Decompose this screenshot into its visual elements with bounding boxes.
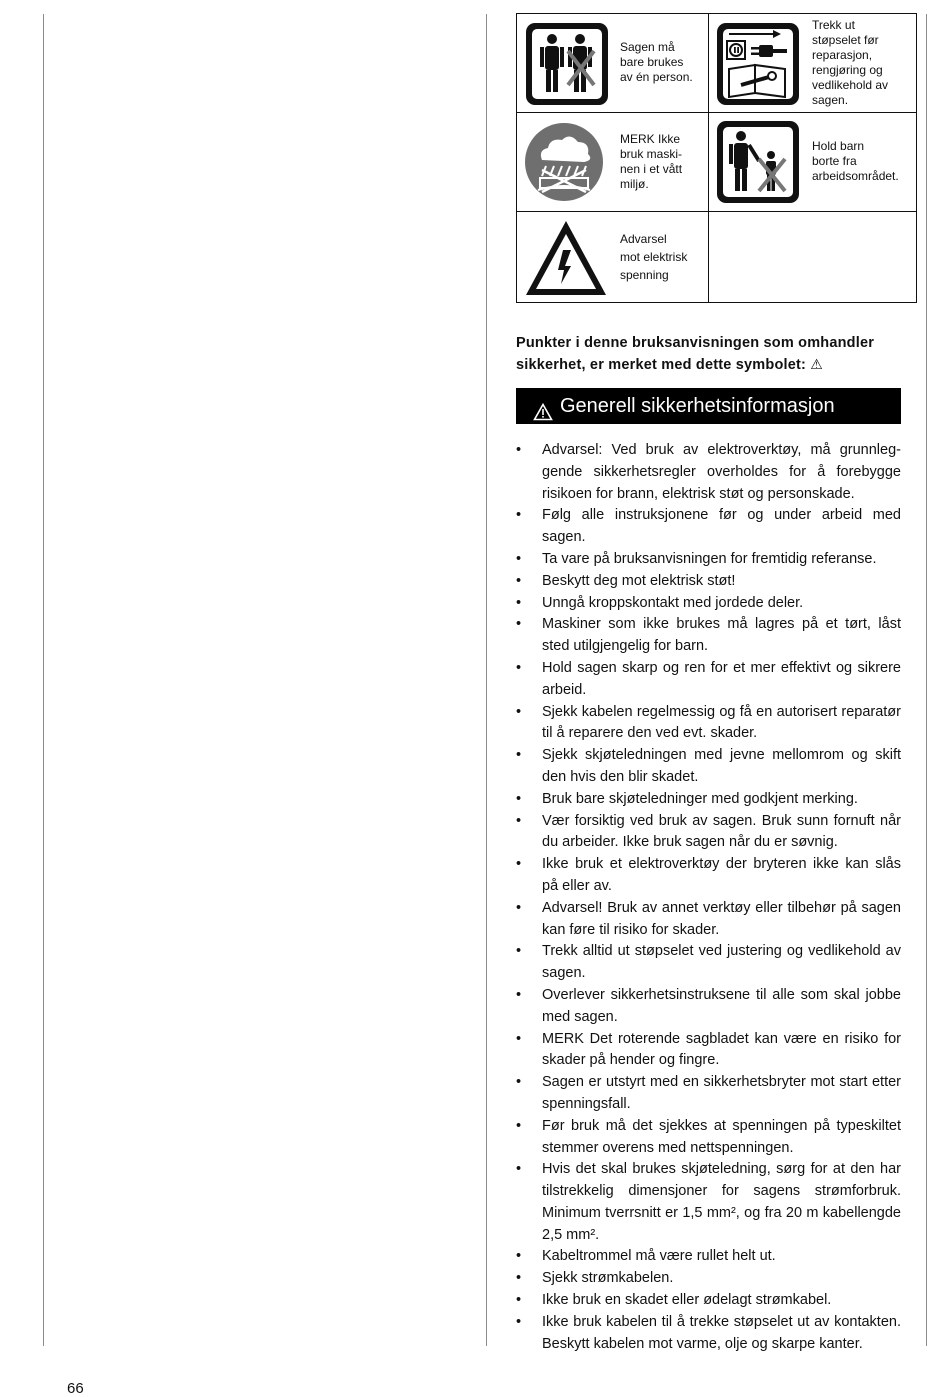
bullet-mark: • [516, 1292, 522, 1309]
bullet-mark: • [516, 1248, 522, 1265]
list-item [516, 505, 901, 549]
list-item [516, 898, 901, 942]
two-persons-one-crossed-icon [524, 21, 610, 107]
list-item [516, 440, 901, 505]
list-item-text: Unngå kroppskontakt med jordede deler. [542, 594, 804, 611]
bullet-mark: • [516, 616, 522, 633]
bullet-mark: • [516, 1161, 522, 1178]
bullet-mark: • [516, 812, 522, 829]
list-item-text: Maskiner som ikke brukes må lagres på et tørt, låst sted utilgjengelig for barn. [542, 616, 901, 655]
list-item-text: Sjekk skjøteledningen med jevne mellomrom og skift den hvis den blir skadet. [542, 747, 901, 785]
list-item-text: Sjekk kabelen regelmessig og få en autorisert reparatør til å reparere den ved evt. skader. [542, 703, 901, 742]
bullet-mark: • [516, 856, 522, 873]
symbol-text-children: Hold barn borte fra arbeidsområdet. [812, 139, 899, 183]
warning-symbol-icon: ⚠ [810, 357, 824, 373]
bullet-mark: • [516, 507, 522, 524]
bullet-mark: • [516, 986, 522, 1003]
bullet-mark: • [516, 594, 522, 611]
list-item [516, 941, 901, 985]
list-item-text: Advarsel! Bruk av annet verktøy eller tilbehør på sagen kan føre til risiko for skader. [542, 899, 901, 938]
bullet-mark: • [516, 1074, 522, 1091]
list-item-text: Ta vare på bruksanvisningen for fremtidig referanse. [542, 550, 877, 567]
list-item [516, 985, 901, 1029]
list-item [516, 789, 901, 811]
safety-symbol-table [516, 13, 917, 303]
bullet-mark: • [516, 659, 522, 676]
symbol-cell-children [709, 113, 917, 211]
bullet-mark: • [516, 899, 522, 916]
list-item [516, 702, 901, 746]
list-item-text: Kabeltrommel må være rullet helt ut. [542, 1248, 776, 1265]
symbol-text-electric: Advarsel mot elektrisk spenning [620, 232, 688, 282]
unplug-before-maintenance-icon [715, 21, 801, 107]
list-item-text: Overlever sikkerhetsinstruksene til alle som skal jobbe med sagen. [542, 986, 901, 1025]
list-item [516, 745, 901, 789]
bullet-mark: • [516, 747, 522, 764]
list-item-text: Vær forsiktig ved bruk av sagen. Bruk sunn fornuft når du arbeider. Ikke bruk sagen når du er søvnig. [542, 812, 901, 851]
electric-warning-icon [523, 218, 609, 298]
section-heading-title: Generell sikkerhetsinformasjon [560, 395, 835, 417]
left-margin-rule [43, 14, 44, 1346]
list-item [516, 1116, 901, 1160]
symbol-text-unplug: Trekk ut støpselet før reparasjon, rengjøring og vedlikehold av sagen. [812, 18, 889, 107]
list-item-text: Hvis det skal brukes skjøteledning, sørg for at den har tilstrekkelig dimensjoner for sagens strømforbruk. Minimum tverrsnitt er 1,5 mm², og fra 20 m kabellengde 2,5 mm². [542, 1161, 901, 1243]
list-item [516, 571, 901, 593]
bullet-mark: • [516, 1030, 522, 1047]
list-item [516, 593, 901, 615]
bullet-mark: • [516, 1313, 522, 1330]
symbol-cell-unplug [709, 14, 917, 112]
list-item-text: Sagen er utstyrt med en sikkerhetsbryter mot start etter spenningsfall. [542, 1074, 901, 1112]
list-item [516, 1312, 901, 1356]
bullet-mark: • [516, 550, 522, 567]
list-item [516, 614, 901, 658]
list-item-text: MERK Det roterende sagbladet kan være en risiko for skader på hender og fingre. [542, 1030, 901, 1069]
list-item-text: Før bruk må det sjekkes at spenningen på typeskiltet stemmer overens med nettspenningen. [542, 1117, 901, 1156]
bullet-mark: • [516, 572, 522, 589]
bullet-mark: • [516, 1270, 522, 1287]
list-item-text: Følg alle instruksjonene før og under arbeid med sagen. [542, 507, 901, 546]
keep-children-away-icon [715, 119, 801, 205]
list-item [516, 1029, 901, 1073]
column-divider-rule [486, 14, 487, 1346]
page-number: 66 [67, 1380, 84, 1397]
list-item [516, 1159, 901, 1246]
list-item [516, 1268, 901, 1290]
warning-triangle-icon [533, 397, 553, 433]
list-item [516, 1246, 901, 1268]
symbol-cell-electric [517, 212, 708, 302]
list-item-text: Ikke bruk et elektroverktøy der bryteren ikke kan slås på eller av. [542, 856, 901, 894]
safety-bullet-list [516, 440, 901, 1355]
symbol-cell-one-person [517, 14, 708, 112]
symbol-text-one-person: Sagen må bare brukes av én person. [620, 40, 693, 84]
right-margin-rule [926, 14, 927, 1346]
list-item-text: Bruk bare skjøteledninger med godkjent merking. [542, 790, 858, 807]
list-item-text: Trekk alltid ut støpselet ved justering og vedlikehold av sagen. [542, 943, 901, 982]
list-item-text: Advarsel: Ved bruk av elektroverktøy, må grunnleggende sikkerhetsregler overholdes for å forebygge risikoen for brann, elektrisk støt og personskade. [542, 442, 901, 502]
list-item-text: Hold sagen skarp og ren for et mer effektivt og sikrere arbeid. [542, 659, 901, 698]
bullet-mark: • [516, 442, 522, 458]
no-wet-environment-icon [524, 122, 604, 202]
list-item-text: Ikke bruk kabelen til å trekke støpselet ut av kontakten. Beskytt kabelen mot varme, olje og skarpe kanter. [542, 1313, 901, 1352]
safety-intro-paragraph [516, 332, 906, 376]
intro-text: Punkter i denne bruksanvisningen som omhandler sikkerhet, er merket med dette symbolet: [516, 335, 875, 373]
bullet-mark: • [516, 1117, 522, 1134]
list-item-text: Ikke bruk en skadet eller ødelagt strømkabel. [542, 1292, 832, 1309]
list-item [516, 549, 901, 571]
list-item-text: Beskytt deg mot elektrisk støt! [542, 572, 736, 589]
list-item-text: Sjekk strømkabelen. [542, 1270, 674, 1287]
section-heading-banner [516, 388, 901, 424]
list-item [516, 1072, 901, 1116]
bullet-mark: • [516, 943, 522, 960]
list-item [516, 1290, 901, 1312]
symbol-cell-wet-environment [517, 113, 708, 211]
list-item [516, 658, 901, 702]
symbol-text-wet-environment: MERK Ikke bruk maski- nen i et vått miljø. [620, 132, 683, 191]
list-item [516, 811, 901, 855]
list-item [516, 854, 901, 898]
bullet-mark: • [516, 703, 522, 720]
bullet-mark: • [516, 790, 522, 807]
